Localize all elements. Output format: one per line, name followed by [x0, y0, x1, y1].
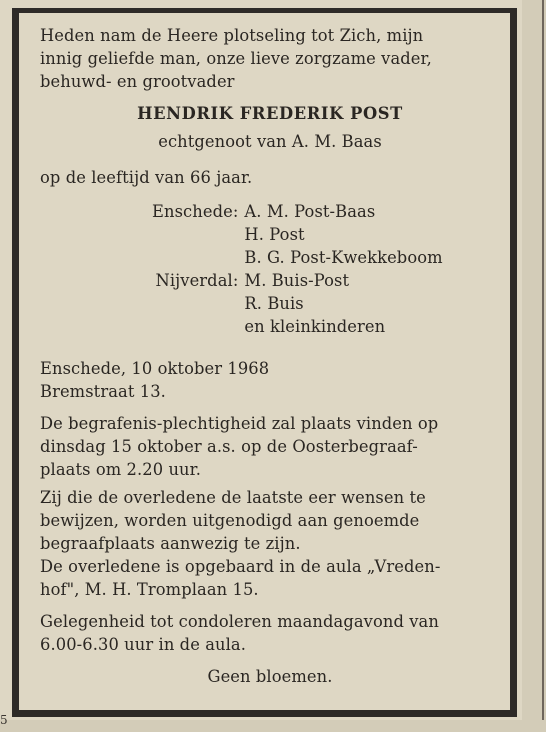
intro-line: behuwd- en grootvader	[40, 72, 235, 91]
invitation-line: begraafplaats aanwezig te zijn.	[40, 534, 301, 553]
condolence-paragraph	[40, 610, 500, 656]
laid-out-line: De overledene is opgebaard in de aula „Vreden-	[40, 557, 441, 576]
intro-line: innig geliefde man, onze lieve zorgzame vader,	[40, 49, 432, 68]
survivor-name: B. G. Post-Kwekkeboom	[244, 248, 443, 267]
laid-out-paragraph	[40, 555, 500, 601]
survivors-list	[152, 200, 500, 338]
condolence-line: 6.00-6.30 uur in de aula.	[40, 635, 246, 654]
survivor-name: H. Post	[244, 225, 305, 244]
column-rule	[542, 0, 544, 732]
survivor-place: Enschede:	[152, 202, 239, 221]
intro-paragraph	[40, 24, 500, 93]
invitation-line: bewijzen, worden uitgenodigd aan genoemde	[40, 511, 420, 530]
age-line: op de leeftijd van 66 jaar.	[40, 168, 253, 187]
survivor-place	[152, 223, 238, 246]
funeral-line: De begrafenis-plechtigheid zal plaats vinden op	[40, 414, 439, 433]
adjacent-column-strip	[522, 0, 546, 732]
survivor-place	[152, 315, 238, 338]
bottom-margin	[0, 720, 546, 732]
funeral-line: dinsdag 15 oktober a.s. op de Oosterbegraaf-	[40, 437, 418, 456]
condolence-line: Gelegenheid tot condoleren maandagavond van	[40, 612, 439, 631]
survivor-place	[152, 292, 238, 315]
survivor-name: M. Buis-Post	[244, 271, 350, 290]
place-date: Enschede, 10 oktober 1968	[40, 359, 270, 378]
obituary-text	[40, 24, 500, 688]
address: Bremstraat 13.	[40, 382, 166, 401]
funeral-paragraph	[40, 412, 500, 481]
spouse-line: echtgenoot van A. M. Baas	[158, 132, 382, 151]
survivor-place	[152, 246, 238, 269]
closing-line: Geen bloemen.	[207, 667, 333, 686]
laid-out-line: hof", M. H. Tromplaan 15.	[40, 580, 259, 599]
invitation-line: Zij die de overledene de laatste eer wensen te	[40, 488, 426, 507]
survivor-place: Nijverdal:	[155, 271, 239, 290]
intro-line: Heden nam de Heere plotseling tot Zich, mijn	[40, 26, 424, 45]
survivor-name: R. Buis	[244, 294, 304, 313]
deceased-name: HENDRIK FREDERIK POST	[137, 104, 403, 123]
survivor-name: A. M. Post-Baas	[244, 202, 376, 221]
invitation-paragraph	[40, 486, 500, 555]
edge-mark: 5	[0, 713, 8, 727]
survivor-name: en kleinkinderen	[244, 317, 386, 336]
funeral-line: plaats om 2.20 uur.	[40, 460, 201, 479]
